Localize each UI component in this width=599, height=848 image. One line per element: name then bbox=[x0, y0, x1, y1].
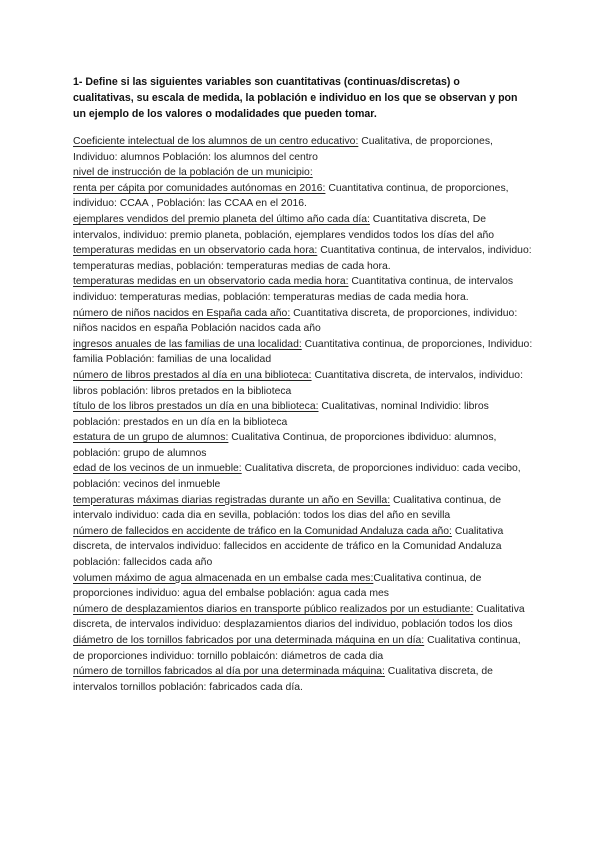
variable-entry bbox=[73, 165, 533, 181]
variable-description: Cuantitativa continua, de proporciones, individuo: CCAA , Población: las CCAA en el 2016. bbox=[73, 182, 509, 210]
variable-entry bbox=[73, 337, 533, 368]
variable-term: temperaturas medidas en un observatorio cada media hora: bbox=[73, 276, 349, 288]
variable-entry bbox=[73, 524, 533, 571]
variable-entry bbox=[73, 664, 533, 695]
variable-entry bbox=[73, 399, 533, 430]
variable-description: Cuantitativa discreta, De intervalos, individuo: premio planeta, población, ejemplares vendidos todos los días del año bbox=[73, 213, 495, 241]
variable-term: número de tornillos fabricados al día por una determinada máquina: bbox=[73, 666, 385, 678]
variable-entry bbox=[73, 274, 533, 305]
variable-term: renta per cápita por comunidades autónomas en 2016: bbox=[73, 182, 326, 194]
exercise-heading: 1- Define si las siguientes variables son cuantitativas (continuas/discretas) o cualitativas, su escala de medida, la población e individuo en los que se observan y pon un ejemplo de los valores o modalidades que pueden tomar. bbox=[73, 76, 518, 120]
variable-term: número de niños nacidos en España cada año: bbox=[73, 307, 291, 319]
variable-term: ingresos anuales de las familias de una localidad: bbox=[73, 338, 302, 350]
variable-term: número de fallecidos en accidente de tráfico en la Comunidad Andaluza cada año: bbox=[73, 525, 452, 537]
variable-entry bbox=[73, 493, 533, 524]
variable-entry bbox=[73, 306, 533, 337]
variable-description: Cualitativa continua, de proporciones individuo: agua del embalse población: agua cada mes bbox=[73, 572, 482, 600]
variable-description: Cualitativa, de proporciones, Individuo: alumnos Población: los alumnos del centro bbox=[73, 136, 493, 163]
variable-term: nivel de instrucción de la población de un municipio: bbox=[73, 167, 313, 179]
variable-description: Cuantitativa discreta, de intervalos, individuo: libros población: libros pretados en la biblioteca bbox=[73, 369, 523, 397]
variable-term: diámetro de los tornillos fabricados por una determinada máquina en un día: bbox=[73, 635, 425, 646]
variable-term: número de libros prestados al día en una biblioteca: bbox=[73, 369, 312, 381]
variable-description: Cualitativa discreta, de proporciones individuo: cada vecibo, población: vecinos del inmueble bbox=[73, 463, 521, 491]
variable-description: Cualitativa discreta, de intervalos individuo: fallecidos en accidente de tráfico en la Comunidad Andaluza población: fallecidos cada año bbox=[73, 525, 504, 569]
variable-description: Cualitativa continua, de intervalo individuo: cada dia en sevilla, población: todos los dias del año en sevilla bbox=[73, 494, 501, 522]
variable-term: Coeficiente intelectual de los alumnos de un centro educativo: bbox=[73, 136, 359, 147]
variable-entry bbox=[73, 181, 533, 212]
variable-entry bbox=[73, 134, 533, 165]
variable-entry bbox=[73, 571, 533, 602]
variable-description: Cuantitativa continua, de intervalos, individuo: temperaturas medias, población: temperaturas medias de cada hora. bbox=[73, 245, 532, 272]
variable-entry bbox=[73, 633, 533, 664]
variable-term: estatura de un grupo de alumnos: bbox=[73, 432, 229, 444]
variable-term: temperaturas máximas diarias registradas durante un año en Sevilla: bbox=[73, 494, 391, 506]
variable-description: Cuantitativa continua, de intervalos individuo: temperaturas medias, población: temperaturas medias de cada media hora. bbox=[73, 276, 514, 303]
variable-entry bbox=[73, 368, 533, 399]
variable-term: edad de los vecinos de un inmueble: bbox=[73, 463, 242, 475]
variable-entry bbox=[73, 243, 533, 274]
variable-entry bbox=[73, 461, 533, 492]
variable-term: ejemplares vendidos del premio planeta del último año cada día: bbox=[73, 213, 370, 225]
variable-term: título de los libros prestados un día en una biblioteca: bbox=[73, 401, 319, 413]
variable-description: Cuantitativa discreta, de proporciones, individuo: niños nacidos en españa Población nacidos cada año bbox=[73, 307, 518, 335]
variable-term: volumen máximo de agua almacenada en un embalse cada mes: bbox=[73, 572, 374, 584]
variables-list bbox=[73, 134, 533, 695]
variable-entry bbox=[73, 212, 533, 243]
variable-term: temperaturas medidas en un observatorio cada hora: bbox=[73, 245, 318, 257]
variable-term: número de desplazamientos diarios en transporte público realizados por un estudiante: bbox=[73, 603, 474, 615]
variable-description: Cualitativas, nominal Individio: libros población: prestados en un día en la biblioteca bbox=[73, 401, 489, 428]
variable-entry bbox=[73, 430, 533, 461]
variable-entry bbox=[73, 602, 533, 633]
variable-description: Cualitativa continua, de proporciones individuo: tornillo poblaicón: diámetros de cada dia bbox=[73, 635, 521, 662]
variable-description: Cualitativa discreta, de intervalos individuo: desplazamientos diarios del individuo, población todos los dios bbox=[73, 603, 525, 631]
variable-description: Cuantitativa continua, de proporciones, Individuo: familia Población: familias de una localidad bbox=[73, 338, 533, 366]
variable-description: Cualitativa Continua, de proporciones ibdividuo: alumnos, población: grupo de alumnos bbox=[73, 432, 497, 459]
variable-description: Cualitativa discreta, de intervalos tornillos población: fabricados cada día. bbox=[73, 666, 493, 693]
